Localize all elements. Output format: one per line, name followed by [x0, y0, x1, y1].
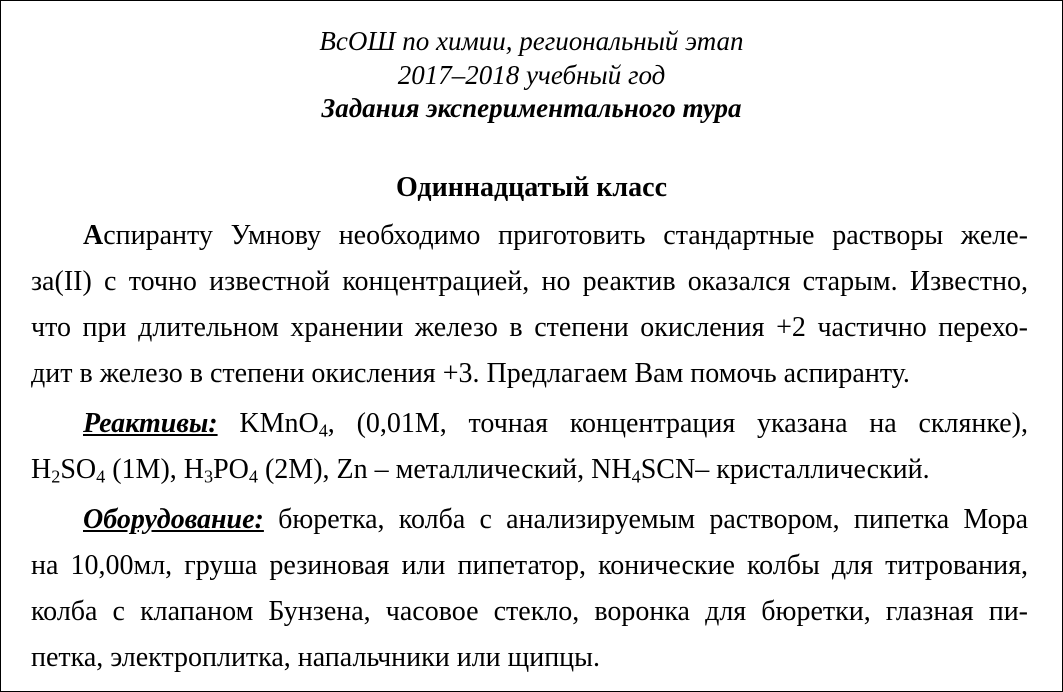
reagents-paragraph	[31, 401, 1028, 493]
equipment-paragraph	[31, 497, 1028, 681]
equipment-line-2: на 10,00мл, груша резиновая или пипетатор, конические колбы для титрования,	[31, 550, 1028, 581]
equipment-line-4: петка, электроплитка, напальчники или щипцы.	[31, 642, 600, 673]
nh4scn-formula: $NH_4SCN-$ кристаллический.	[591, 454, 930, 487]
intro-line-1	[31, 213, 1028, 259]
kmno4-formula: KMnO$_4$	[239, 408, 328, 441]
equipment-label: Оборудование:	[83, 504, 264, 535]
reagents-label: Реактивы:	[83, 408, 218, 439]
h2so4-formula: $H_2SO_4$	[31, 454, 106, 487]
intro-paragraph	[31, 213, 1028, 397]
equipment-line-3: колба с клапаном Бунзена, часовое стекло, воронка для бюретки, глазная пи-	[31, 596, 1028, 627]
intro-lead-letter: А	[83, 220, 104, 251]
intro-line-4: дит в железо в степени окисления +3. Предлагаем Вам помочь аспиранту.	[31, 358, 910, 389]
equipment-line-1	[31, 497, 1028, 543]
intro-line-2: за(II) с точно известной концентрацией, но реактив оказался старым. Известно,	[31, 266, 1028, 297]
equipment-line-1-text: бюретка, колба с анализируемым раствором, пипетка Мора	[263, 504, 1028, 535]
academic-year: 2017–2018 учебный год	[397, 60, 666, 90]
round-title: Задания экспериментального тура	[321, 93, 742, 123]
h3po4-formula: $H_3PO_4$	[183, 454, 258, 487]
reagents-line-1-text: , (0,01М, точная концентрация указана на склянке),	[327, 408, 1028, 439]
reagents-line-1	[31, 401, 1028, 447]
class-title: Одиннадцатый класс	[396, 172, 667, 203]
olympiad-title: ВсОШ по химии, региональный этап	[319, 26, 744, 56]
intro-line-1-text: спиранту Умнову необходимо приготовить стандартные растворы желе-	[103, 220, 1028, 251]
intro-line-3: что при длительном хранении железо в степени окисления +2 частично перехо-	[31, 312, 1028, 343]
reagents-line-2: $H_2SO_4$ (1М), $H_3PO_4$ (2М), Zn – металлический, $NH_4SCN-$ кристаллический.	[31, 454, 930, 487]
